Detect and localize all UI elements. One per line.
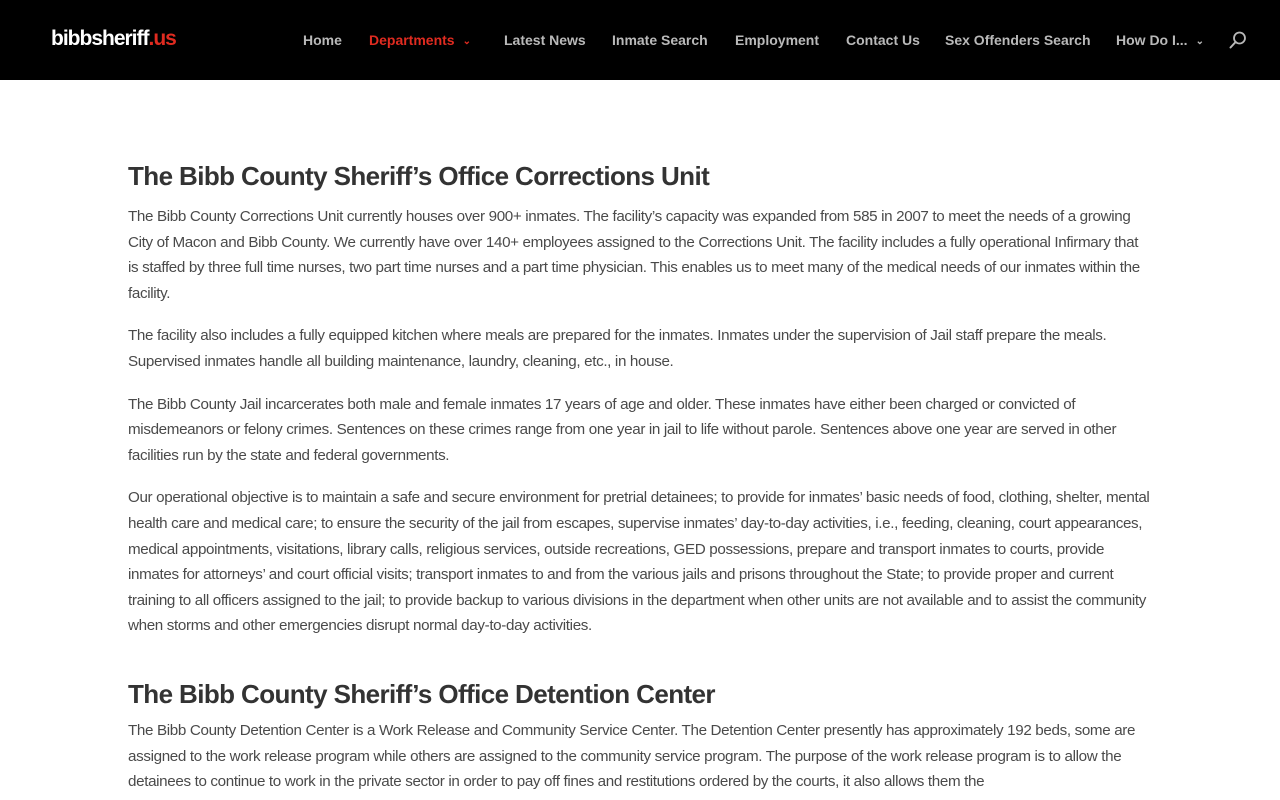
nav-departments[interactable] bbox=[369, 30, 471, 50]
chevron-down-icon: ⌄ bbox=[1195, 36, 1204, 47]
nav-employment[interactable] bbox=[735, 30, 819, 50]
nav-inmate-search[interactable] bbox=[612, 30, 708, 50]
nav-sex-offenders-search-label: Sex Offenders Search bbox=[945, 32, 1091, 48]
logo-main-text: bibbsheriff bbox=[51, 27, 149, 50]
logo-tld-text: .us bbox=[148, 27, 176, 50]
corrections-paragraph-3: The Bibb County Jail incarcerates both male and female inmates 17 years of age and older. These inmates have either been charged or convicted of misdemeanors or felony crimes. Sentences on these crimes range from one year in jail to life without parole. Sentences above one year are served in other facilities run by the state and federal governments. bbox=[128, 395, 1117, 464]
detention-paragraph-1: The Bibb County Detention Center is a Work Release and Community Service Center. The Detention Center presently has approximately 192 beds, some are assigned to the work release program while others are assigned to the community service program. The purpose of the work release program is to allow the detainees to continue to work in the private sector in order to pay off fines and restitutions ordered by the courts, it also allows them the bbox=[128, 721, 1136, 791]
nav-home[interactable] bbox=[303, 30, 342, 50]
corrections-paragraph-4: Our operational objective is to maintain a safe and secure environment for pretrial detainees; to provide for inmates’ basic needs of food, clothing, shelter, mental health care and medical care; to ensure the security of the jail from escapes, supervise inmates’ day-to-day activities, i.e., feeding, cleaning, court appearances, medical appointments, visitations, library calls, religious services, outside recreations, GED possessions, prepare and transport inmates to courts, provide inmates for attorneys’ and court official visits; transport inmates to and from the various jails and prisons throughout the State; to provide proper and current training to all officers assigned to the jail; to provide backup to various divisions in the department when other units are not available and to assist the community when storms and other emergencies disrupt normal day-to-day activities. bbox=[128, 489, 1150, 635]
nav-home-label: Home bbox=[303, 32, 342, 48]
nav-contact-us-label: Contact Us bbox=[846, 32, 920, 48]
main-content bbox=[128, 156, 1152, 795]
nav-employment-label: Employment bbox=[735, 32, 820, 48]
detention-heading: The Bibb County Sheriff’s Office Detention Center bbox=[128, 678, 715, 709]
search-button[interactable] bbox=[1229, 31, 1247, 49]
nav-how-do-i[interactable] bbox=[1116, 30, 1204, 50]
chevron-down-icon: ⌄ bbox=[462, 36, 471, 47]
nav-latest-news[interactable] bbox=[504, 30, 586, 50]
corrections-paragraph-2: The facility also includes a fully equipped kitchen where meals are prepared for the inmates. Inmates under the supervision of Jail staff prepare the meals. Supervised inmates handle all building maintenance, laundry, cleaning, etc., in house. bbox=[128, 327, 1107, 370]
nav-sex-offenders-search[interactable] bbox=[945, 30, 1091, 50]
corrections-paragraph-1: The Bibb County Corrections Unit currently houses over 900+ inmates. The facility’s capacity was expanded from 585 in 2007 to meet the needs of a growing City of Macon and Bibb County. We currently have over 140+ employees assigned to the Corrections Unit. The facility includes a fully operational Infirmary that is staffed by three full time nurses, two part time nurses and a part time physician. This enables us to meet many of the medical needs of our inmates within the facility. bbox=[128, 208, 1140, 302]
site-header bbox=[0, 0, 1280, 80]
nav-departments-label: Departments bbox=[369, 32, 455, 48]
corrections-heading: The Bibb County Sheriff’s Office Corrections Unit bbox=[128, 161, 710, 191]
search-icon bbox=[1229, 31, 1247, 49]
nav-inmate-search-label: Inmate Search bbox=[612, 32, 708, 48]
main-nav bbox=[0, 0, 1280, 80]
nav-latest-news-label: Latest News bbox=[504, 32, 586, 48]
nav-how-do-i-label: How Do I... bbox=[1116, 32, 1188, 48]
nav-contact-us[interactable] bbox=[846, 30, 920, 50]
